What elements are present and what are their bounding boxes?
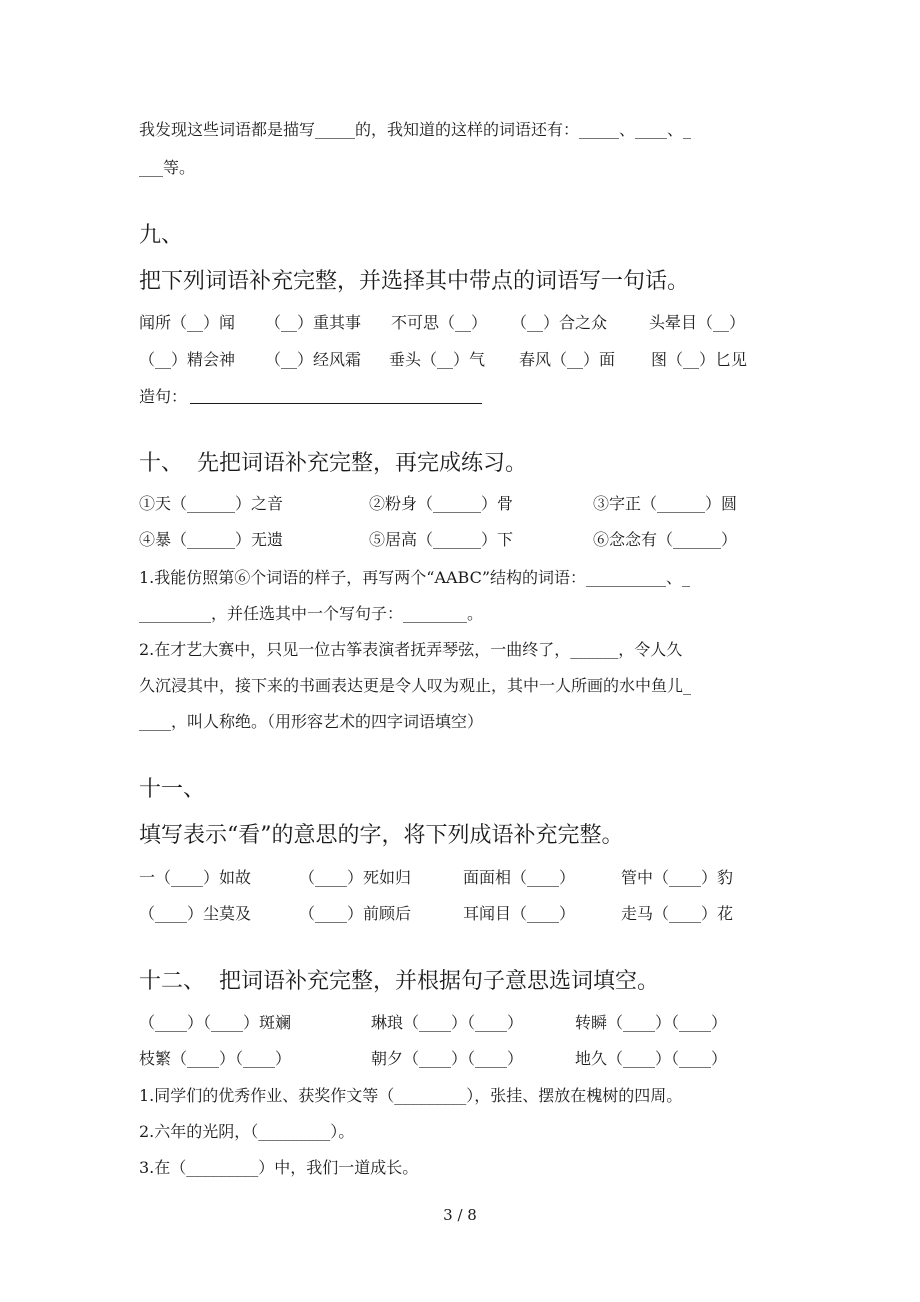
- q10-word: ①天（______）之音: [139, 494, 284, 513]
- q12-word: 枝繁（____）（____）: [139, 1049, 292, 1068]
- q12-word: 琳琅（____）（____）: [371, 1013, 524, 1032]
- q12-item1: 1.同学们的优秀作业、获奖作文等（_________），张挂、摆放在槐树的四周。: [139, 1086, 683, 1105]
- q9-word: （__）重其事: [265, 313, 362, 332]
- q9-sentence-blank[interactable]: [190, 403, 482, 404]
- q9-word: 闻所（__）闻: [139, 313, 236, 332]
- q9-word: 垂头（__）气: [389, 350, 486, 369]
- q9-word: （__）精会神: [139, 350, 236, 369]
- q11-word: （____）尘莫及: [139, 904, 252, 923]
- q12-word: 转瞬（____）（____）: [575, 1013, 728, 1032]
- q10-item1-line2: _________，并任选其中一个写句子：________。: [139, 604, 484, 623]
- q10-item2-line1: 2.在才艺大赛中，只见一位古筝表演者抚弄琴弦，一曲终了，______，令人久: [139, 640, 683, 659]
- q9-sentence-label: 造句：: [139, 387, 188, 406]
- q11-word: 耳闻目（____）: [463, 904, 576, 923]
- q10-word: ⑤居高（______）下: [369, 530, 514, 549]
- q9-word: 头晕目（__）: [649, 313, 746, 332]
- q9-word: 春风（__）面: [519, 350, 616, 369]
- q11-number: 十一、: [139, 777, 206, 802]
- q11-word: 面面相（____）: [463, 868, 576, 887]
- q11-word: 一（____）如故: [139, 868, 252, 887]
- q9-word: 不可思（__）: [391, 313, 488, 332]
- q10-item1-line1: 1.我能仿照第⑥个词语的样子，再写两个“AABC”结构的词语：__________、_: [139, 568, 691, 587]
- intro-line-2: ___等。: [139, 158, 196, 177]
- q12-word: 地久（____）（____）: [575, 1049, 728, 1068]
- page-number: 3 / 8: [443, 1206, 477, 1224]
- q10-word: ②粉身（______）骨: [369, 494, 514, 513]
- q9-title: 把下列词语补充完整，并选择其中带点的词语写一句话。: [139, 269, 690, 294]
- q10-word: ④暴（______）无遗: [139, 530, 284, 549]
- q11-word: （____）死如归: [299, 868, 412, 887]
- q12-item3: 3.在（_________）中，我们一道成长。: [139, 1158, 419, 1177]
- q9-word: （__）合之众: [511, 313, 608, 332]
- q12-word: 朝夕（____）（____）: [371, 1049, 524, 1068]
- q12-item2: 2.六年的光阴，（_________）。: [139, 1122, 355, 1141]
- q10-word: ③字正（______）圆: [593, 494, 738, 513]
- q10-word: ⑥念念有（______）: [593, 530, 738, 549]
- q9-word: 图（__）匕见: [651, 350, 748, 369]
- q10-item2-line3: ____，叫人称绝。（用形容艺术的四字词语填空）: [139, 712, 484, 731]
- q9-word: （__）经风霜: [265, 350, 362, 369]
- q10-item2-line2: 久沉浸其中，接下来的书画表达更是令人叹为观止，其中一人所画的水中鱼儿_: [139, 676, 692, 695]
- q11-title: 填写表示“看”的意思的字，将下列成语补充完整。: [139, 823, 624, 848]
- q12-title: 十二、 把词语补充完整，并根据句子意思选词填空。: [139, 969, 659, 994]
- q11-word: 走马（____）花: [621, 904, 734, 923]
- q10-title: 十、 先把词语补充完整，再完成练习。: [139, 451, 527, 476]
- q11-word: （____）前顾后: [299, 904, 412, 923]
- q9-number: 九、: [139, 223, 184, 248]
- q11-word: 管中（____）豹: [621, 868, 734, 887]
- q12-word: （____）（____）斑斓: [139, 1013, 292, 1032]
- intro-line-1: 我发现这些词语都是描写_____的，我知道的这样的词语还有：_____、____、_: [139, 120, 692, 139]
